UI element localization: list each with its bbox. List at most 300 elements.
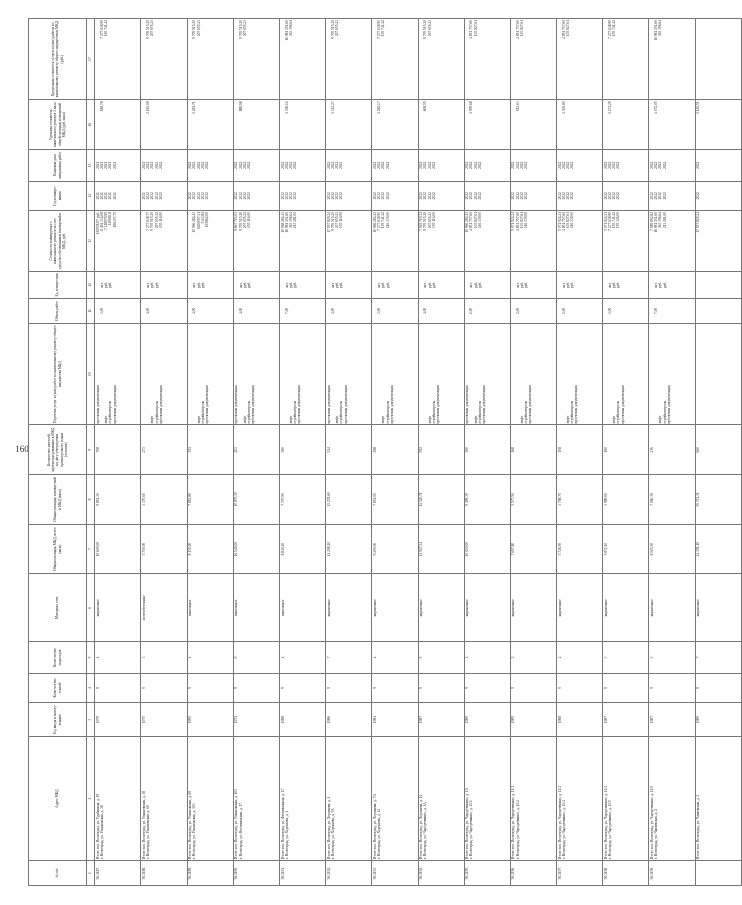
year-cell: 1987: [649, 703, 695, 737]
end-date-cell-line: [436, 151, 440, 180]
cost-cell-line: 16 981 151,60: [654, 211, 659, 233]
works-cell: [649, 323, 695, 425]
volume-cell-line: 4,00: [423, 307, 428, 315]
entrances-cell: 2: [510, 642, 556, 674]
plan-year-cell-line: 2022: [335, 192, 340, 200]
cost-cell-line: 7 277 638,90: [377, 211, 382, 231]
premises-area-cell: 7 707,90: [279, 475, 325, 525]
works-cell-line: лифт: [473, 415, 478, 424]
works-cell-line: проектная документация: [326, 385, 331, 424]
address-line: г. Волгоград, ул. Ульяновская, д. 103: [192, 803, 197, 860]
plan-year-cell-line: 2022: [431, 192, 436, 200]
end-date-cell: [603, 150, 649, 182]
unit-cell-line: шт.: [238, 282, 243, 288]
plan-year-cell: [141, 181, 187, 210]
entrances-cell: 4: [279, 642, 325, 674]
floors-cell: 9: [372, 673, 418, 702]
cost-cell-line: 9450097,31: [196, 211, 201, 230]
unit-cost-cell-line: [436, 101, 440, 148]
floors-cell: 9: [279, 673, 325, 702]
plan-year-cell-line: [621, 183, 625, 209]
table-row: [557, 19, 603, 886]
volume-cell: [418, 299, 464, 324]
end-date-cell-line: 2021: [112, 161, 117, 169]
volume-cell: [326, 299, 372, 324]
plan-year-cell-line: 2022: [696, 192, 701, 200]
wall-material-cell: кирпичные: [603, 574, 649, 642]
wall-material-cell: кирпичные: [695, 574, 741, 642]
max-cost-cell-line: 363 396,64: [658, 20, 663, 37]
cost-cell-line: 207 655,22: [154, 211, 159, 229]
cost-cell-line: 213 281,00: [293, 211, 298, 229]
address-cell: [510, 737, 556, 861]
unit-cell: [649, 271, 695, 298]
end-date-cell-line: 2022: [658, 161, 663, 169]
address-line: г. Волгоград, ул. Чародеевкино, д. 11/2: [515, 800, 520, 860]
volume-cell-line: [713, 300, 717, 322]
cost-cell-line: 10 066 284,43: [372, 211, 377, 233]
plan-year-cell: [372, 181, 418, 210]
plan-year-cell-line: 2022: [154, 192, 159, 200]
address-cell: [649, 737, 695, 861]
unit-cell: [418, 271, 464, 298]
plan-year-cell-line: 2022: [423, 192, 428, 200]
end-date-cell-line: 2022: [326, 161, 331, 169]
unit-cell-line: [482, 273, 486, 297]
unit-cell-line: [297, 273, 301, 297]
total-area-cell: 10 010,00: [464, 524, 510, 574]
max-cost-cell-line: 165 741,42: [104, 20, 109, 37]
unit-cost-cell-line: 1 306,12: [284, 101, 289, 114]
end-date-cell-line: 2022: [469, 161, 474, 169]
cost-cell-line: 3323,84: [200, 211, 205, 224]
row-number: [695, 861, 741, 886]
plan-year-cell-line: 2022: [603, 192, 608, 200]
volume-cell-line: 3,00: [99, 307, 104, 315]
end-date-cell-line: 2022: [570, 161, 575, 169]
residents-cell: 273: [141, 425, 187, 475]
unit-cell-line: шт.: [654, 282, 659, 288]
residents-cell: 360: [464, 425, 510, 475]
unit-cell-line: руб.: [385, 281, 390, 289]
unit-cost-cell-line: [713, 101, 717, 148]
max-cost-cell-line: 9 705 515,20: [330, 20, 335, 39]
table-row: [279, 19, 325, 886]
row-number: 56.1189.: [187, 861, 233, 886]
address-line: Итого пос. Волгоград, ул. Хорошева, д. 14: [419, 794, 424, 860]
table-row: [187, 19, 233, 886]
row-number: 56.1196.: [510, 861, 556, 886]
works-cell-line: [713, 325, 717, 424]
works-cell-line: лифт: [335, 415, 340, 424]
cost-cell: [695, 210, 741, 271]
works-cell-line: проектная документация: [666, 385, 671, 424]
row-number: 56.1187.: [95, 861, 141, 886]
unit-cell-line: руб.: [242, 281, 247, 289]
floors-cell: 9: [187, 673, 233, 702]
volume-cell: [464, 299, 510, 324]
max-cost-cell: [418, 19, 464, 100]
plan-year-cell-line: 2022: [196, 192, 201, 200]
cost-cell-line: 116 339,00: [524, 211, 529, 229]
unit-cell-line: шт.: [146, 282, 151, 288]
address-line: Итого пос. Волгоград, ул. Ульяновская, д. 69: [188, 790, 193, 860]
wall-material-cell: кирпичные: [326, 574, 372, 642]
end-date-cell-line: 2022: [603, 161, 608, 169]
address-line: г. Волгоград, ул. Хорошева, д. 1: [284, 810, 289, 860]
max-cost-cell-line: [528, 20, 532, 98]
volume-cell: [603, 299, 649, 324]
works-cell: [603, 323, 649, 425]
plan-year-cell-line: 2022: [658, 192, 663, 200]
floors-cell: 9: [464, 673, 510, 702]
premises-area-cell: 7 853,80: [187, 475, 233, 525]
volume-cell-line: 2,00: [561, 307, 566, 315]
works-cell-line: стройконтроль: [339, 400, 344, 424]
plan-year-cell-line: 2022: [524, 192, 529, 200]
end-date-cell-line: 2022: [377, 161, 382, 169]
address-line: Итого пос. Волгоград, ул. Чародеевкино, д. 11/4: [603, 785, 608, 860]
entrances-cell: 9: [233, 642, 279, 674]
table-row: [603, 19, 649, 886]
total-area-cell: 11 927,34: [418, 524, 464, 574]
premises-area-cell: 13 278,60: [326, 475, 372, 525]
wall-material-cell: кирпичные: [95, 574, 141, 642]
works-cell: [187, 323, 233, 425]
page-number: 160: [15, 444, 29, 454]
unit-cell-line: руб.: [150, 281, 155, 289]
end-date-cell-line: 2021: [108, 161, 113, 169]
works-cell-line: стройконтроль: [662, 400, 667, 424]
works-cell-line: проектная документация: [389, 385, 394, 424]
unit-cost-cell-line: 1 271,29: [608, 101, 613, 114]
plan-year-cell: [649, 181, 695, 210]
plan-year-cell: [557, 181, 603, 210]
works-cell-line: лифт: [658, 415, 663, 424]
end-date-cell-line: 2022: [566, 161, 571, 169]
total-area-cell: 9 200,00: [372, 524, 418, 574]
cost-cell-line: 7 277 638,77: [146, 211, 151, 231]
premises-area-cell: 3 989,60: [603, 475, 649, 525]
column-number: 8: [87, 475, 95, 525]
unit-cost-cell-line: 1 281,71: [192, 101, 197, 114]
plan-year-cell-line: [297, 183, 301, 209]
unit-cost-cell-line: 1 322,27: [330, 101, 335, 114]
total-area-cell: 5 726,50: [557, 524, 603, 574]
residents-cell: 351: [187, 425, 233, 475]
cost-cell-line: 155 741,42: [612, 211, 617, 229]
address-line: г. Волгоград, ул. Ульяновская, д. 69: [146, 805, 151, 860]
cost-cell-line: 9 667 703,03: [234, 211, 239, 231]
unit-cost-cell: [187, 100, 233, 150]
end-date-cell: [95, 150, 141, 182]
end-date-cell-line: 2022: [242, 161, 247, 169]
unit-cost-cell: [418, 100, 464, 150]
residents-cell: 660: [695, 425, 741, 475]
plan-year-cell-line: 2022: [330, 192, 335, 200]
unit-cost-cell: [603, 100, 649, 150]
premises-area-cell: 7 060,39: [649, 475, 695, 525]
unit-cell: [695, 271, 741, 298]
column-header: Ед. измере-ния: [29, 271, 87, 298]
unit-cell-line: руб.: [293, 281, 298, 289]
end-date-cell-line: 2022: [431, 161, 436, 169]
unit-cell: [141, 271, 187, 298]
unit-cell-line: руб.: [566, 281, 571, 289]
cost-cell-line: 155 116,00: [431, 211, 436, 229]
end-date-cell-line: 2022: [662, 161, 667, 169]
end-date-cell-line: 2022: [150, 161, 155, 169]
cost-cell: [510, 210, 556, 271]
volume-cell: [695, 299, 741, 324]
end-date-cell-line: 2022: [372, 161, 377, 169]
cost-cell-line: 207 655,23: [335, 211, 340, 229]
rotated-sheet: [28, 18, 701, 886]
unit-cell-line: руб.: [154, 281, 159, 289]
column-number: 16: [87, 100, 95, 150]
works-cell: [464, 323, 510, 425]
unit-cost-cell: [510, 100, 556, 150]
works-cell-line: проектная документация: [528, 385, 533, 424]
end-date-cell-line: 2022: [696, 161, 701, 169]
plan-year-cell-line: [482, 183, 486, 209]
end-date-cell-line: 2022: [419, 161, 424, 169]
plan-year-cell-line: 2022: [280, 192, 285, 200]
cost-cell: [326, 210, 372, 271]
total-area-cell: 16 540,00: [233, 524, 279, 574]
unit-cost-cell-line: [344, 101, 348, 148]
address-line: г. Волгоград, ул. Чародеевкино, д. 11/5: [608, 800, 613, 860]
premises-area-cell: 9 499,39: [464, 475, 510, 525]
column-header: Год планиро-вания: [29, 181, 87, 210]
cost-cell-line: 116 339,00: [477, 211, 482, 229]
cost-cell: [372, 210, 418, 271]
cost-cell-line: 155862,00: [204, 211, 209, 228]
volume-cell-line: 3,00: [608, 307, 613, 315]
works-cell-line: стройконтроль: [246, 400, 251, 424]
address-line: Итого пос. Волгоград, ул. Турбинная, д. 19: [95, 793, 100, 860]
floors-cell: 9: [233, 673, 279, 702]
column-header: Предельная стоимость услуги и (или) работы по капитальному ремонту общего имущества в МКД (руб.): [29, 19, 87, 100]
max-cost-cell: [510, 19, 556, 100]
unit-cell: [464, 271, 510, 298]
cost-cell-line: 9 705 515,20: [150, 211, 155, 231]
row-number: 56.1191.: [279, 861, 325, 886]
table-row: [233, 19, 279, 886]
volume-cell-line: 4,00: [192, 307, 197, 315]
max-cost-cell: [603, 19, 649, 100]
max-cost-cell-line: 207 655,23: [242, 20, 247, 37]
end-date-cell: [464, 150, 510, 182]
premises-area-cell: 9 891,30: [95, 475, 141, 525]
plan-year-cell: [95, 181, 141, 210]
end-date-cell: [649, 150, 695, 182]
plan-year-cell-line: 2022: [200, 192, 205, 200]
wall-material-cell: кирпичные: [557, 574, 603, 642]
premises-area-cell: 35 374,31: [695, 475, 741, 525]
floors-cell: 9: [695, 673, 741, 702]
end-date-cell-line: [482, 151, 486, 180]
volume-cell: [233, 299, 279, 324]
works-cell-line: стройконтроль: [477, 400, 482, 424]
address-line: Итого пос. Волгоград, ул. Фестивальная, д. 17: [280, 788, 285, 860]
max-cost-cell: [279, 19, 325, 100]
year-cell: 1975: [141, 703, 187, 737]
max-cost-cell-line: [667, 20, 671, 98]
plan-year-cell-line: 2022: [326, 192, 331, 200]
volume-cell-line: [251, 300, 255, 322]
address-cell: [326, 737, 372, 861]
plan-year-cell-line: 2022: [519, 192, 524, 200]
max-cost-cell-line: [159, 20, 163, 98]
end-date-cell-line: [390, 151, 394, 180]
table-row: [141, 19, 187, 886]
unit-cell-line: [667, 273, 671, 297]
end-date-cell-line: 2022: [154, 161, 159, 169]
end-date-cell-line: 2022: [196, 161, 201, 169]
end-date-cell-line: 2022: [519, 161, 524, 169]
year-cell: 1986: [326, 703, 372, 737]
max-cost-cell: [187, 19, 233, 100]
cost-cell-line: [297, 212, 301, 270]
column-header: Адрес МКД: [29, 737, 87, 861]
address-line: Итого пос. Волгоград, ул. Хорошева, д. 1: [326, 796, 331, 860]
plan-year-cell: [510, 181, 556, 210]
plan-year-cell-line: 2022: [469, 192, 474, 200]
works-cell-line: проектная документация: [251, 385, 256, 424]
plan-year-cell-line: 2022: [465, 192, 470, 200]
plan-year-cell-line: 2022: [188, 192, 193, 200]
cost-cell-line: 5 071 924,21: [511, 211, 516, 231]
table-row: [649, 19, 695, 886]
end-date-cell: [695, 150, 741, 182]
plan-year-cell-line: 2022: [650, 192, 655, 200]
plan-year-cell-line: 2022: [158, 192, 163, 200]
address-cell: [233, 737, 279, 861]
unit-cell-line: руб.: [335, 281, 340, 289]
cost-cell-line: [713, 212, 717, 270]
cost-cell-line: 7 549 719,32: [419, 211, 424, 231]
unit-cell-line: руб.: [339, 281, 344, 289]
max-cost-cell: [372, 19, 418, 100]
unit-cell-line: [528, 273, 532, 297]
end-date-cell-line: [713, 151, 717, 180]
volume-cell-line: [390, 300, 394, 322]
cost-cell-line: 5 071 924,21: [603, 211, 608, 231]
table-row: [326, 19, 372, 886]
unit-cost-cell-line: 912,63: [515, 101, 520, 112]
year-cell: 1988: [279, 703, 325, 737]
cost-cell-line: 9 705 515,20: [238, 211, 243, 231]
end-date-cell-line: 2021: [95, 161, 100, 169]
unit-cost-cell-line: [159, 101, 163, 148]
unit-cost-cell: [649, 100, 695, 150]
max-cost-cell-line: 207 655,23: [427, 20, 432, 37]
plan-year-cell-line: 2022: [339, 192, 344, 200]
cost-cell-line: 116 339,00: [570, 211, 575, 229]
entrances-cell: 4: [95, 642, 141, 674]
end-date-cell-line: [344, 151, 348, 180]
plan-year-cell-line: [667, 183, 671, 209]
works-cell-line: стройконтроль: [570, 400, 575, 424]
year-cell: 1984: [372, 703, 418, 737]
end-date-cell-line: 2021: [104, 161, 109, 169]
works-cell-line: проектная документация: [343, 385, 348, 424]
cost-cell-line: 10 066 284,43: [465, 211, 470, 233]
unit-cost-cell-line: 1 072,05: [654, 101, 659, 114]
cost-cell: [464, 210, 510, 271]
unit-cell-line: шт.: [423, 282, 428, 288]
wall-material-cell: кирпичные: [372, 574, 418, 642]
cost-cell-line: 10 066 284,43: [192, 211, 197, 233]
premises-area-cell: 7 851,00: [372, 475, 418, 525]
address-cell: [603, 737, 649, 861]
row-number: 56.1188.: [141, 861, 187, 886]
address-line: г. Волгоград, ул. Хорошева, д. 7А: [330, 808, 335, 860]
plan-year-cell-line: 2022: [570, 192, 575, 200]
works-cell-line: лифт: [612, 415, 617, 424]
unit-cell-line: руб.: [477, 281, 482, 289]
volume-cell: [649, 299, 695, 324]
volume-cell-line: [574, 300, 578, 322]
cost-cell-line: [251, 212, 255, 270]
unit-cell-line: шт.: [330, 282, 335, 288]
max-cost-cell-line: [344, 20, 348, 98]
table-body: [95, 19, 742, 886]
table-row: [510, 19, 556, 886]
max-cost-cell-line: [713, 20, 717, 98]
max-cost-cell-line: 103 827,61: [566, 20, 571, 37]
end-date-cell-line: 2022: [650, 161, 655, 169]
cost-cell-line: 207 655,23: [427, 211, 432, 229]
unit-cell-line: [344, 273, 348, 297]
works-cell-line: проектная документация: [620, 385, 625, 424]
max-cost-cell-line: 9 705 515,20: [238, 20, 243, 39]
wall-material-cell: кирпичные: [649, 574, 695, 642]
column-number: 1: [87, 861, 95, 886]
unit-cost-cell-line: [621, 101, 625, 148]
end-date-cell-line: 2022: [561, 161, 566, 169]
cost-cell-line: 155 116,00: [339, 211, 344, 229]
works-cell-line: стройконтроль: [293, 400, 298, 424]
plan-year-cell-line: 2022: [293, 192, 298, 200]
unit-cost-cell-line: 1 282,17: [377, 101, 382, 114]
plan-year-cell-line: [344, 183, 348, 209]
works-cell-line: проектная документация: [297, 385, 302, 424]
works-cell-line: лифт: [288, 415, 293, 424]
works-cell-line: стройконтроль: [524, 400, 529, 424]
cost-cell-line: [528, 212, 532, 270]
works-cell-line: лифт: [427, 415, 432, 424]
column-header: Количество жителей, зарегистри-рованных в МКД на дату утверждения краткосрочного плана (человек): [29, 425, 87, 475]
volume-cell: [510, 299, 556, 324]
plan-year-cell-line: 2022: [419, 192, 424, 200]
unit-cell-line: руб.: [104, 281, 109, 289]
works-cell-line: проектная документация: [158, 385, 163, 424]
address-cell: [557, 737, 603, 861]
unit-cost-cell: [372, 100, 418, 150]
cost-cell-line: 116 339,00: [385, 211, 390, 229]
volume-cell-line: [113, 300, 117, 322]
row-number: 56.1197.: [557, 861, 603, 886]
volume-cell-line: [159, 300, 163, 322]
unit-cell: [510, 271, 556, 298]
unit-cell-line: шт.: [377, 282, 382, 288]
end-date-cell-line: 2022: [280, 161, 285, 169]
plan-year-cell-line: 2022: [654, 192, 659, 200]
table-row: [418, 19, 464, 886]
residents-cell: 524: [326, 425, 372, 475]
